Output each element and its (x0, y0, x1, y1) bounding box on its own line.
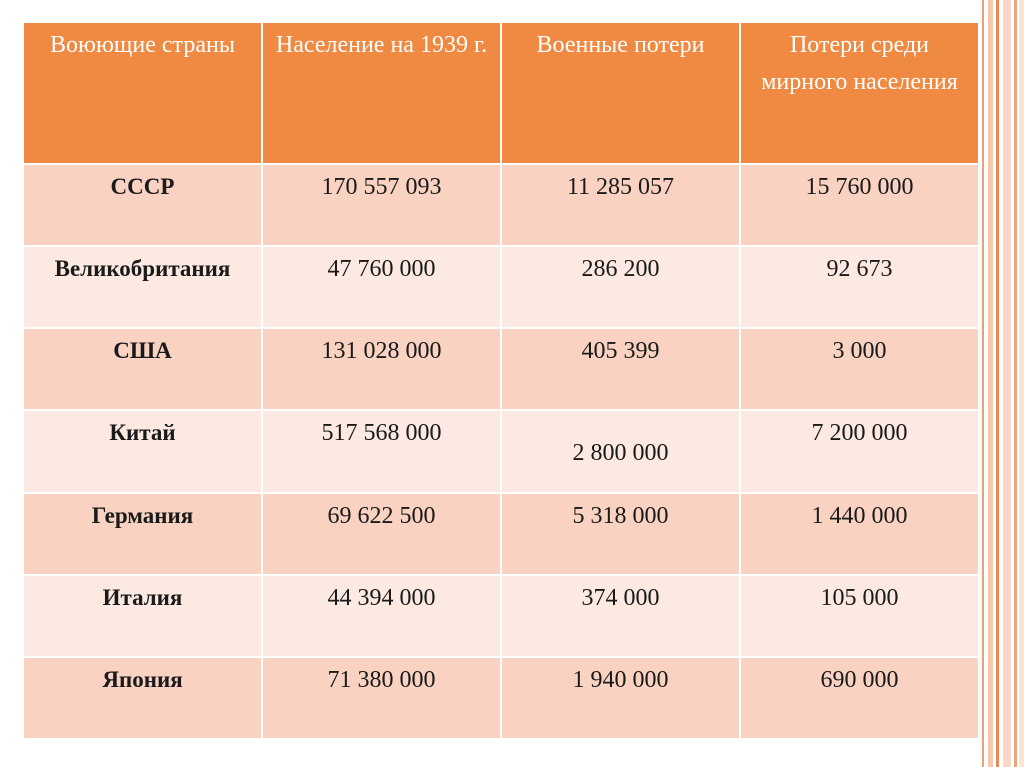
military-losses-cell: 5 318 000 (501, 493, 740, 575)
population-cell: 170 557 093 (262, 164, 501, 246)
country-cell: Япония (23, 657, 262, 739)
military-losses-cell: 11 285 057 (501, 164, 740, 246)
country-cell: Китай (23, 410, 262, 492)
table-row (23, 164, 979, 246)
military-losses-value: 2 800 000 (572, 440, 669, 467)
military-losses-cell: 374 000 (501, 575, 740, 657)
civilian-losses-cell: 1 440 000 (740, 493, 979, 575)
military-losses-cell: 1 940 000 (501, 657, 740, 739)
war-losses-table (22, 21, 980, 740)
civilian-losses-cell: 15 760 000 (740, 164, 979, 246)
country-cell: Великобритания (23, 246, 262, 328)
population-cell: 517 568 000 (262, 410, 501, 492)
civilian-losses-cell: 7 200 000 (740, 410, 979, 492)
country-cell: Италия (23, 575, 262, 657)
civilian-losses-cell: 690 000 (740, 657, 979, 739)
header-military-losses: Военные потери (501, 22, 740, 164)
population-cell: 131 028 000 (262, 328, 501, 410)
decorative-stripe (996, 0, 999, 767)
decorative-stripe (1014, 0, 1017, 767)
country-cell: СССР (23, 164, 262, 246)
civilian-losses-cell: 92 673 (740, 246, 979, 328)
table-row (23, 575, 979, 657)
table-header-row (23, 22, 979, 164)
header-population: Население на 1939 г. (262, 22, 501, 164)
country-cell: Германия (23, 493, 262, 575)
civilian-losses-cell: 105 000 (740, 575, 979, 657)
table-row (23, 410, 979, 492)
population-cell: 69 622 500 (262, 493, 501, 575)
population-cell: 71 380 000 (262, 657, 501, 739)
decorative-stripe (1019, 0, 1024, 767)
country-cell: США (23, 328, 262, 410)
population-cell: 44 394 000 (262, 575, 501, 657)
decorative-stripe (1003, 0, 1011, 767)
population-cell: 47 760 000 (262, 246, 501, 328)
military-losses-cell: 405 399 (501, 328, 740, 410)
military-losses-cell (501, 410, 740, 492)
table-row (23, 246, 979, 328)
decorative-stripe (988, 0, 993, 767)
header-civilian-losses: Потери среди мирного населения (740, 22, 979, 164)
table-row (23, 657, 979, 739)
header-countries: Воюющие страны (23, 22, 262, 164)
civilian-losses-cell: 3 000 (740, 328, 979, 410)
military-losses-cell: 286 200 (501, 246, 740, 328)
table-row (23, 493, 979, 575)
table-row (23, 328, 979, 410)
decorative-stripe (982, 0, 984, 767)
